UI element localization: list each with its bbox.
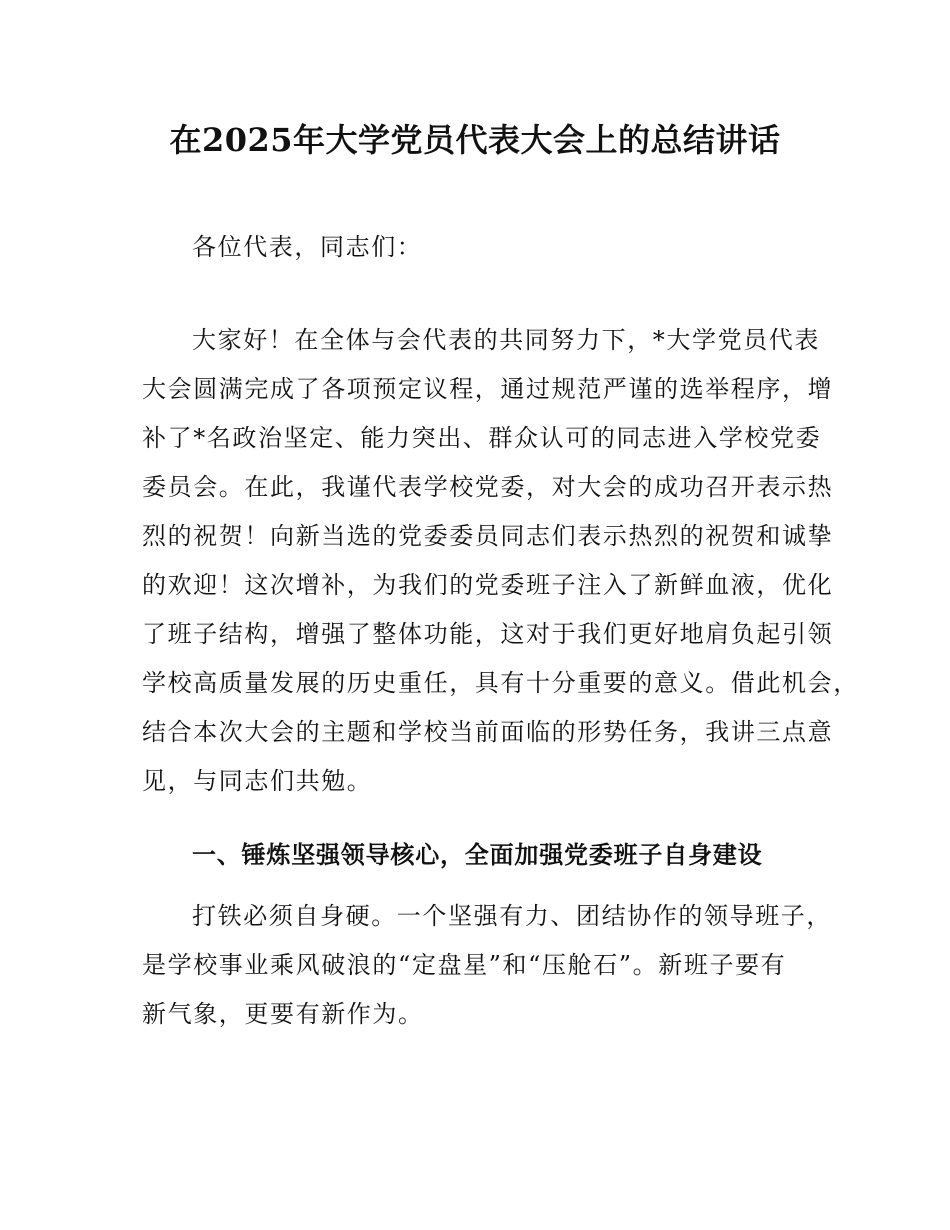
section-heading: 一、锤炼坚强领导核心，全面加强党委班子自身建设 xyxy=(192,840,763,869)
paragraph-line: 补了*名政治坚定、能力突出、群众认可的同志进入学校党委 xyxy=(142,424,822,452)
document-title: 在2025年大学党员代表大会上的总结讲话 xyxy=(169,121,781,159)
greeting: 各位代表，同志们： xyxy=(192,233,423,261)
paragraph-line: 了班子结构，增强了整体功能，这对于我们更好地肩负起引领 xyxy=(142,620,834,648)
paragraph-line: 见，与同志们共勉。 xyxy=(142,767,373,795)
paragraph-line: 是学校事业乘风破浪的“定盘星”和“压舱石”。新班子要有 xyxy=(142,951,787,979)
paragraph-line: 大会圆满完成了各项预定议程，通过规范严谨的选举程序，增 xyxy=(142,375,834,403)
paragraph-line: 学校高质量发展的历史重任，具有十分重要的意义。借此机会， xyxy=(142,669,859,697)
paragraph-line: 委员会。在此，我谨代表学校党委，对大会的成功召开表示热 xyxy=(142,473,834,501)
paragraph-line: 的欢迎！这次增补，为我们的党委班子注入了新鲜血液，优化 xyxy=(142,571,834,599)
paragraph-line: 新气象，更要有新作为。 xyxy=(142,1000,424,1028)
paragraph-line: 打铁必须自身硬。一个坚强有力、团结协作的领导班子， xyxy=(192,902,832,930)
paragraph-line: 烈的祝贺！向新当选的党委委员同志们表示热烈的祝贺和诚挚 xyxy=(142,522,834,550)
paragraph-line: 大家好！在全体与会代表的共同努力下，*大学党员代表 xyxy=(192,326,820,354)
paragraph-line: 结合本次大会的主题和学校当前面临的形势任务，我讲三点意 xyxy=(142,718,834,746)
